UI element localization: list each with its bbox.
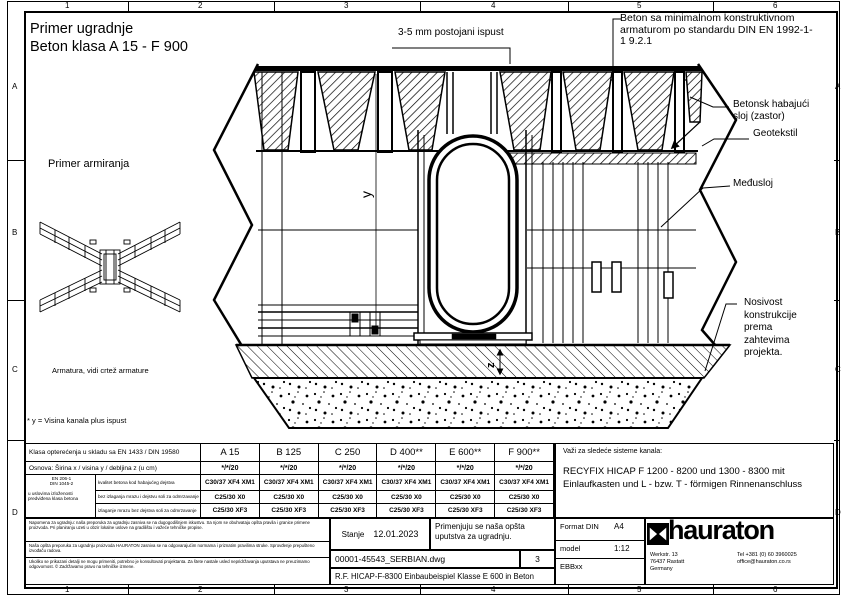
status-label: Stanje <box>341 529 365 539</box>
grid-col-label: 6 <box>773 585 778 594</box>
valid-systems-cell <box>555 443 834 518</box>
drawing-title-line1: Primer ugradnje <box>30 21 134 37</box>
company-contact <box>737 552 797 566</box>
grid-row-label: A <box>835 82 841 91</box>
quality-value: C25/30 X0 <box>319 491 378 504</box>
reinforcement-sketch <box>40 222 180 312</box>
base-dims-value: */*/20 <box>260 462 319 475</box>
company-address <box>650 552 684 572</box>
grid-row-label: A <box>12 82 18 91</box>
address-line: Werkstr. 13 <box>650 552 678 558</box>
status-cell <box>330 518 430 550</box>
quality-label: bez izlaganja mrazu i dejstvu soli za odmrzavanje <box>96 491 201 504</box>
quality-value: C30/37 XF4 XM1 <box>495 475 554 491</box>
format-value: A4 <box>614 522 624 531</box>
class-header: A 15 <box>201 444 260 462</box>
document-title-cell: R.F. HICAP-F-8300 Einbaubeispiel Klasse E 600 in Beton <box>330 568 555 585</box>
annotation-wear-layer: Betonsk habajući sloj (zastor) <box>733 99 810 122</box>
quality-value: C25/30 XF3 <box>260 504 319 519</box>
base-dims-value: */*/20 <box>377 462 436 475</box>
grid-row-label: D <box>12 508 18 517</box>
annotation-interlayer: Međusloj <box>733 178 774 189</box>
disclaimer-paragraph: Napomena za ugradnju: naša preporuka za ugradnju zasniva se na dugogodišnjem iskustvu. Sa njom se obuhvataju opšta pravila i granice primene proizvoda. Pri planiranju uzeti u obzir lokalne uslove na gradilištu i važeće tehničke propise. <box>26 519 329 542</box>
base-layer <box>236 345 730 378</box>
grid-col-label: 6 <box>773 1 778 10</box>
grid-col-label: 1 <box>65 1 70 10</box>
norm-line2: DIN 1045-2 <box>49 481 74 487</box>
hauraton-logo-text: hauraton <box>668 515 774 545</box>
code-value: EBBxx <box>560 562 583 571</box>
quality-value: C30/37 XF4 XM1 <box>377 475 436 491</box>
scale-value: 1:12 <box>614 544 630 553</box>
class-header: D 400** <box>377 444 436 462</box>
grid-col-label: 3 <box>344 1 349 10</box>
foundation-layer <box>254 378 702 428</box>
page-number-cell: 3 <box>520 550 555 568</box>
footnote-y: * y = Visina kanala plus ispust <box>27 416 127 425</box>
class-header: C 250 <box>319 444 378 462</box>
load-class-label: Klasa opterećenja u skladu sa EN 1433 / DIN 19580 <box>26 444 201 462</box>
status-date: 12.01.2023 <box>373 529 419 539</box>
quality-value: C30/37 XF4 XM1 <box>260 475 319 491</box>
scale-label: model <box>560 544 581 553</box>
systems-text: RECYFIX HICAP F 1200 - 8200 und 1300 - 8300 mit Einlaufkasten und L - bzw. T - förmigen Rinnenanschluss <box>563 466 803 490</box>
quality-label: kvalitet betona kod habajućeg dejstva <box>96 475 201 491</box>
base-dims-value: */*/20 <box>436 462 495 475</box>
disclaimer-paragraph: Ukoliko se prikazani detalji ne mogu primeniti, potrebno je konsultovati projektanta. Za štete nastale usled nepridržavanja uputstava ne preuzimamo odgovornost. © Zadržavamo pravo na tehničke izmene. <box>29 559 310 570</box>
class-header: E 600** <box>436 444 495 462</box>
installation-note-cell: Primenjuju se naša opšta uputstva za ugradnju. <box>430 518 555 550</box>
base-dims-value: */*/20 <box>495 462 554 475</box>
quality-value: C25/30 X0 <box>201 491 260 504</box>
quality-value: C25/30 XF3 <box>201 504 260 519</box>
break-edge-left <box>196 64 258 346</box>
reinforcement-caption: Armatura, vidi crtež armature <box>52 366 149 375</box>
grid-col-label: 4 <box>491 1 496 10</box>
base-dims-value: */*/20 <box>319 462 378 475</box>
email-address: office@hauraton.co.rs <box>737 558 791 565</box>
filename-cell: 00001-45543_SERBIAN.dwg <box>330 550 520 568</box>
address-line: Germany <box>650 565 673 572</box>
quality-value: C25/30 X0 <box>436 491 495 504</box>
format-label: Format DIN <box>560 522 599 531</box>
quality-value: C25/30 XF3 <box>319 504 378 519</box>
dim-z-label: z <box>485 362 497 368</box>
format-block <box>555 518 645 585</box>
drawing-title-line2: Beton klasa A 15 - F 900 <box>30 39 188 55</box>
grid-col-label: 3 <box>344 585 349 594</box>
systems-title: Važi za sledeće sisteme kanala: <box>563 448 663 455</box>
norm-note: u uslovima izloženosti predviđena klasa betona <box>28 490 79 502</box>
quality-value: C25/30 X0 <box>260 491 319 504</box>
grid-row-label: B <box>12 228 18 237</box>
drawing-title <box>30 20 188 56</box>
grid-row-label: B <box>835 228 841 237</box>
norm-cell <box>26 475 96 519</box>
annotation-geotextile: Geotekstil <box>753 128 798 139</box>
grid-row-label: D <box>835 508 841 517</box>
grid-col-label: 2 <box>198 585 203 594</box>
reinforcement-title: Primer armiranja <box>48 158 130 170</box>
grid-col-label: 1 <box>65 585 70 594</box>
dim-y-label: y <box>358 191 374 198</box>
quality-value: C25/30 X0 <box>377 491 436 504</box>
address-line: 76437 Rastatt <box>650 558 685 565</box>
load-class-table <box>25 443 555 518</box>
class-header: B 125 <box>260 444 319 462</box>
quality-value: C30/37 XF4 XM1 <box>436 475 495 491</box>
norm-line1: EN 206-1 <box>51 476 72 481</box>
disclaimer-block <box>25 518 330 585</box>
quality-value: C25/30 XF3 <box>377 504 436 519</box>
class-header: F 900** <box>495 444 554 462</box>
grid-col-label: 4 <box>491 585 496 594</box>
phone-number: Tel +381 (0) 60 3960025 <box>737 552 797 558</box>
quality-value: C25/30 X0 <box>495 491 554 504</box>
grid-col-label: 2 <box>198 1 203 10</box>
base-dims-label: Osnova: Širina x / visina y / debljina z (u cm) <box>26 462 201 475</box>
quality-label: izlaganje mrazu bez dejstva soli za odmrzavanje <box>96 504 201 519</box>
grid-row-label: C <box>12 365 18 374</box>
grid-row-label: C <box>835 365 841 374</box>
grid-col-label: 5 <box>637 1 642 10</box>
annotation-bearing: Nosivost konstrukcije prema zahtevima projekta. <box>744 297 797 358</box>
quality-value: C30/37 XF4 XM1 <box>319 475 378 491</box>
grid-col-label: 5 <box>637 585 642 594</box>
quality-value: C25/30 XF3 <box>495 504 554 519</box>
annotation-concrete: Beton sa minimalnom konstruktivnom armaturom po standardu DIN EN 1992-1-1 9.2.1 <box>620 12 813 47</box>
hauraton-logo-icon <box>647 523 669 545</box>
quality-value: C25/30 XF3 <box>436 504 495 519</box>
base-dims-value: */*/20 <box>201 462 260 475</box>
disclaimer-paragraph: Naša opšta preporuka za ugradnju proizvoda HAURATON zasniva se na odgovarajućim normama i priznatim pravilima struke. Sprovđenje prepušteno izvođaču radova. <box>26 542 329 558</box>
quality-value: C30/37 XF4 XM1 <box>201 475 260 491</box>
annotation-gap: 3-5 mm postojani ispust <box>398 27 504 38</box>
